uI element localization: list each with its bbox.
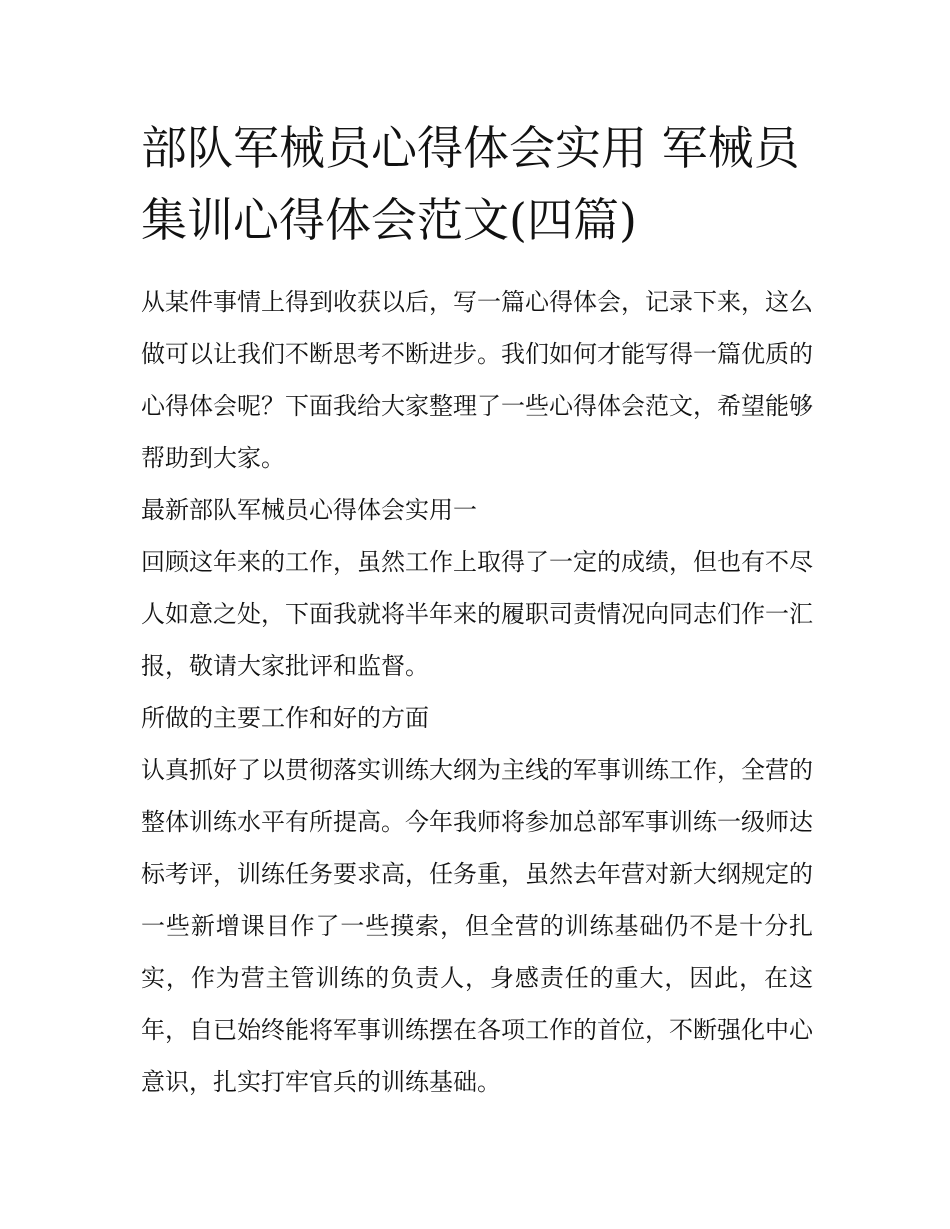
section-heading: 最新部队军械员心得体会实用一 (141, 496, 477, 524)
document-title: 部队军械员心得体会实用 军械员集训心得体会范文(四篇) (141, 121, 800, 247)
document-body (141, 112, 813, 1108)
section-paragraph: 回顾这年来的工作，虽然工作上取得了一定的成绩，但也有不尽人如意之处，下面我就将半年来的履职司责情况向同志们作一汇报，敬请大家批评和监督。 (141, 548, 813, 680)
intro-paragraph: 从某件事情上得到收获以后，写一篇心得体会，记录下来，这么做可以让我们不断思考不断进步。我们如何才能写得一篇优质的心得体会呢？下面我给大家整理了一些心得体会范文，希望能够帮助到大家。 (141, 288, 813, 472)
subsection-heading: 所做的主要工作和好的方面 (141, 704, 429, 732)
subsection-paragraph: 认真抓好了以贯彻落实训练大纲为主线的军事训练工作，全营的整体训练水平有所提高。今年我师将参加总部军事训练一级师达标考评，训练任务要求高，任务重，虽然去年营对新大纲规定的一些新增课目作了一些摸索，但全营的训练基础仍不是十分扎实，作为营主管训练的负责人，身感责任的重大，因此，在这年，自已始终能将军事训练摆在各项工作的首位，不断强化中心意识，扎实打牢官兵的训练基础。 (141, 756, 813, 1096)
